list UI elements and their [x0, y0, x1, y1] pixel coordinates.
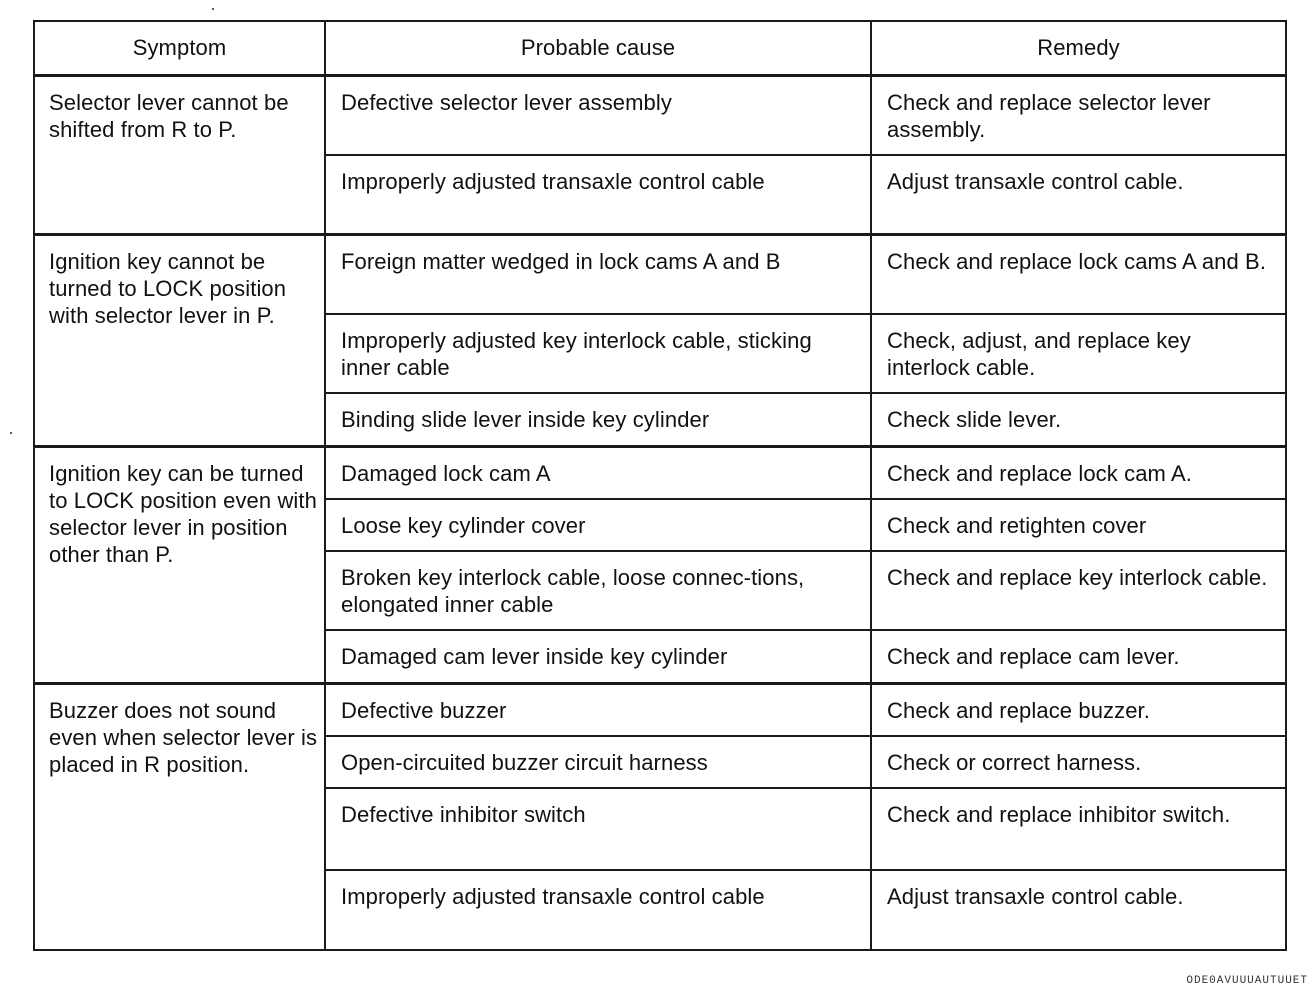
cause-cell: Broken key interlock cable, loose connec-tions, elongated inner cable [325, 551, 871, 630]
remedy-cell: Check and retighten cover [871, 499, 1286, 551]
cause-cell: Damaged lock cam A [325, 447, 871, 500]
cause-cell: Improperly adjusted key interlock cable, sticking inner cable [325, 314, 871, 393]
symptom-cell: Ignition key cannot be turned to LOCK position with selector lever in P. [34, 235, 325, 447]
remedy-cell: Check and replace key interlock cable. [871, 551, 1286, 630]
cause-cell: Improperly adjusted transaxle control cable [325, 870, 871, 950]
symptom-cell: Ignition key can be turned to LOCK position even with selector lever in position other than P. [34, 447, 325, 684]
troubleshooting-table [33, 20, 1287, 951]
cause-cell: Improperly adjusted transaxle control cable [325, 155, 871, 235]
remedy-cell: Check, adjust, and replace key interlock cable. [871, 314, 1286, 393]
symptom-cell: Selector lever cannot be shifted from R to P. [34, 76, 325, 235]
scan-speck [212, 8, 214, 10]
figure-code: ODE0AVUUUAUTUUET [1186, 975, 1308, 987]
header-symptom: Symptom [34, 21, 325, 76]
cause-cell: Open-circuited buzzer circuit harness [325, 736, 871, 788]
table-row [34, 447, 1286, 500]
remedy-cell: Check or correct harness. [871, 736, 1286, 788]
remedy-cell: Adjust transaxle control cable. [871, 155, 1286, 235]
cause-cell: Foreign matter wedged in lock cams A and B [325, 235, 871, 315]
table-row [34, 76, 1286, 156]
remedy-cell: Check and replace inhibitor switch. [871, 788, 1286, 870]
table-row [34, 684, 1286, 737]
remedy-cell: Adjust transaxle control cable. [871, 870, 1286, 950]
cause-cell: Loose key cylinder cover [325, 499, 871, 551]
remedy-cell: Check slide lever. [871, 393, 1286, 447]
cause-cell: Defective buzzer [325, 684, 871, 737]
remedy-cell: Check and replace lock cam A. [871, 447, 1286, 500]
cause-cell: Binding slide lever inside key cylinder [325, 393, 871, 447]
table-header-row [34, 21, 1286, 76]
cause-cell: Damaged cam lever inside key cylinder [325, 630, 871, 684]
remedy-cell: Check and replace lock cams A and B. [871, 235, 1286, 315]
header-remedy: Remedy [871, 21, 1286, 76]
symptom-cell: Buzzer does not sound even when selector lever is placed in R position. [34, 684, 325, 951]
table-row [34, 235, 1286, 315]
scan-speck [10, 432, 12, 434]
cause-cell: Defective selector lever assembly [325, 76, 871, 156]
remedy-cell: Check and replace cam lever. [871, 630, 1286, 684]
header-probable-cause: Probable cause [325, 21, 871, 76]
remedy-cell: Check and replace buzzer. [871, 684, 1286, 737]
remedy-cell: Check and replace selector lever assembly. [871, 76, 1286, 156]
cause-cell: Defective inhibitor switch [325, 788, 871, 870]
